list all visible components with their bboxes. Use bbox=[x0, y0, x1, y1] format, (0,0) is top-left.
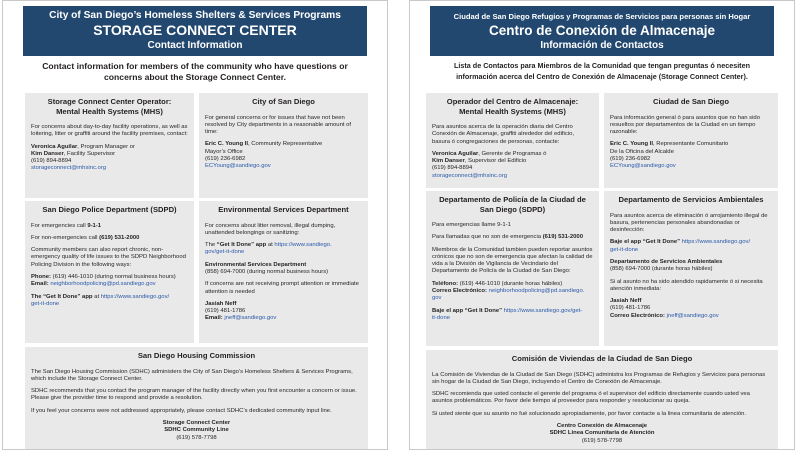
environmental-app: The “Get It Done” app at https://www.sandiego. bbox=[205, 242, 332, 249]
city-office: Mayor’s Office bbox=[205, 148, 243, 155]
environmental-contact-email: Email: jneff@sandiego.gov bbox=[205, 315, 277, 322]
police-app-link[interactable]: https://www.sandiego.gov/get- bbox=[502, 307, 583, 314]
operator-contact-2: Kim Danser, Supervisor del Edificio bbox=[432, 158, 527, 165]
police-phone: Phone: (619) 446-1010 (during normal business hours) bbox=[31, 273, 176, 280]
police-text: Community members can also report chronic, non-emergency quality of life issues to the SDPD Neighborhood Policing Division in the following ways: bbox=[31, 247, 186, 268]
operator-phone: (619) 894-8894 bbox=[432, 165, 473, 172]
police-nonemergency: Para llamadas que no son de emergencia (619) 531-2000 bbox=[432, 234, 583, 241]
environmental-dept-phone: (858) 694-7000 (durante horas hábiles) bbox=[610, 266, 713, 273]
environmental-contact-phone: (619) 481-1786 bbox=[205, 308, 246, 315]
housing-footer-2: SDHC Community Line bbox=[164, 427, 229, 434]
english-banner bbox=[23, 6, 367, 56]
operator-email-link[interactable]: storageconnect@mhsinc.org bbox=[31, 165, 107, 172]
english-flyer bbox=[2, 0, 388, 450]
police-title: Departamento de Policía de la Ciudad de San Diego (SDPD) bbox=[439, 195, 586, 214]
environmental-dept-label: Environmental Services Department bbox=[205, 261, 307, 268]
spanish-banner bbox=[430, 6, 774, 56]
police-email-link[interactable]: neighborhoodpolicing@pd.sandiego.gov bbox=[50, 281, 156, 288]
housing-p2: SDHC recommends that you contact the program manager of the facility directly when you first encounter a concern or issue. Please give the provider time to respond and provide a resolution. bbox=[31, 388, 357, 402]
police-box bbox=[25, 201, 194, 343]
operator-title: Storage Connect Center Operator: Mental Health Systems (MHS) bbox=[47, 97, 172, 116]
housing-footer-3: (619) 578-7798 bbox=[581, 437, 623, 444]
banner-line-1: Ciudad de San Diego Refugios y Programas de Servicios para personas sin Hogar bbox=[453, 12, 751, 21]
environmental-title: Environmental Services Department bbox=[218, 205, 349, 214]
police-app-link-2[interactable]: it-done bbox=[432, 314, 451, 321]
housing-p3: If you feel your concerns were not addressed appropriately, please contact SDHC’s dedicated community input line. bbox=[31, 407, 332, 414]
environmental-escalate: Si al asunto no ha sido atendido rapidamente ó si necesita atención inmediata: bbox=[610, 278, 763, 292]
banner-subtitle: Contact Information bbox=[147, 40, 243, 51]
police-app: Baje el app “Get It Done” https://www.sandiego.gov/get- bbox=[432, 307, 583, 314]
police-email: Email: neighborhoodpolicing@pd.sandiego.gov bbox=[31, 281, 156, 288]
police-email-link-2[interactable]: gov bbox=[432, 295, 442, 302]
intro-text: Lista de Contactos para Miembros de la Comunidad que tengan preguntas ó necesiten información acerca del Centro de Conexión de Almacenaje (Storage Connect Center). bbox=[454, 61, 750, 81]
city-phone: (619) 236-6982 bbox=[205, 155, 246, 162]
environmental-dept-phone: (858) 694-7000 (during normal business hours) bbox=[205, 268, 329, 275]
environmental-app-link[interactable]: https://www.sandiego.gov/ bbox=[680, 239, 751, 246]
operator-box bbox=[25, 93, 194, 198]
environmental-app-link-2[interactable]: get-it-done bbox=[610, 246, 639, 253]
police-text: Miembros de la Comunidad tambien pueden reportar asuntos crónicos que no son de emergencia que afectan la calidad de vida a la División de Vigilancia de Vecindario del Departamento de Policía de la Ciudad de San Diego: bbox=[432, 246, 593, 275]
page-gap bbox=[389, 0, 408, 450]
city-title: Ciudad de San Diego bbox=[653, 97, 729, 106]
police-title: San Diego Police Department (SDPD) bbox=[42, 205, 177, 214]
operator-contact-1: Veronica Aguilar, Program Manager or bbox=[31, 143, 135, 150]
city-title: City of San Diego bbox=[252, 97, 315, 106]
city-contact: Eric C. Young II, Community Representative bbox=[205, 141, 323, 148]
environmental-app-link-2[interactable]: gov/get-it-done bbox=[205, 249, 245, 256]
banner-title: STORAGE CONNECT CENTER bbox=[93, 22, 297, 38]
housing-title: Comisión de Viviendas de la Ciudad de San Diego bbox=[511, 354, 693, 363]
environmental-email-link[interactable]: jneff@sandiego.gov bbox=[665, 312, 719, 319]
housing-p2: SDHC recomienda que usted contacte el gerente del programa ó el supervisor del edificio directamente cuando usted vea asuntos problemáticos. Por favor dele tiempo al proveedor para responder y resolucionar su queja. bbox=[432, 391, 750, 405]
operator-phone: (619) 894-8894 bbox=[31, 158, 72, 165]
environmental-escalate: If concerns are not receiving prompt attention or immediate attention is needed bbox=[205, 281, 359, 295]
operator-text: For concerns about day-to-day facility operations, as well as loitering, litter or graffiti around the facility premises, contact: bbox=[31, 124, 188, 138]
environmental-box bbox=[604, 191, 778, 346]
city-contact: Eric C. Young II, Representante Comunitario bbox=[610, 141, 729, 148]
environmental-text: For concerns about litter removal, illegal dumping, unattended belongings or sanitizing: bbox=[205, 222, 336, 236]
operator-contact-1: Veronica Aguilar, Gerente de Programas ó bbox=[432, 150, 547, 157]
housing-footer-1: Storage Connect Center bbox=[162, 419, 231, 426]
housing-footer-1: Centro Conexión de Almacenaje bbox=[556, 422, 648, 429]
housing-box bbox=[25, 347, 368, 450]
housing-p1: The San Diego Housing Commission (SDHC) administers the City of San Diego’s Homeless Shelters & Services Programs, which include the Storage Connect Center. bbox=[31, 368, 353, 382]
operator-contact-2: Kim Danser, Facility Supervisor bbox=[31, 150, 116, 157]
police-phone: Teléfono: (619) 446-1010 (durante horas hábiles) bbox=[432, 280, 563, 287]
police-box bbox=[426, 191, 599, 346]
intro-text: Contact information for members of the community who have questions or concerns about the Storage Connect Center. bbox=[42, 61, 348, 82]
housing-title: San Diego Housing Commission bbox=[137, 351, 256, 360]
banner-title: Centro de Conexión de Almacenaje bbox=[488, 23, 716, 38]
housing-footer-3: (619) 578-7798 bbox=[176, 434, 217, 441]
city-text: Para información general ó para asuntos que no han sido resueltos por departamentos de la Ciudad en un tiempo razonable: bbox=[610, 114, 760, 136]
banner-line-1: City of San Diego’s Homeless Shelters & Services Programs bbox=[49, 10, 341, 21]
police-app-link[interactable]: https://www.sandiego.gov/ bbox=[100, 293, 170, 300]
environmental-contact-name: Jasiah Neff bbox=[205, 300, 237, 307]
housing-box bbox=[426, 350, 778, 450]
operator-email-link[interactable]: storageconnect@mhsinc.org bbox=[432, 172, 508, 179]
environmental-email-link[interactable]: jneff@sandiego.gov bbox=[224, 315, 277, 322]
spanish-flyer bbox=[409, 0, 795, 450]
city-phone: (619) 236-6982 bbox=[610, 155, 651, 162]
environmental-contact-name: Jasiah Neff bbox=[610, 298, 642, 305]
housing-footer-2: SDHC Linea Comunitaria de Atención bbox=[549, 430, 655, 437]
environmental-dept-label: Departamento de Servicios Ambientales bbox=[610, 258, 723, 265]
city-box bbox=[199, 93, 368, 198]
police-emergency: For emergencies call 9-1-1 bbox=[31, 222, 102, 229]
environmental-text: Para asuntos acerca de eliminación ó arrojamiento illegal de basura, pertenencias personales abandonadas or desinfección: bbox=[610, 212, 768, 234]
police-app: The “Get It Done” app at https://www.sandiego.gov/ bbox=[31, 293, 170, 300]
operator-text: Para asuntos acerca de la operación diaria del Centro Conexión de Almacenaje, graffiti alrededor del edificio, basura ó congregaciones de personas, contacte: bbox=[432, 124, 575, 145]
housing-p1: La Comisión de Viviendas de la Ciudad de San Diego (SDHC) administra los Programas de Refugios y Servicios para personas sin hogar de la Ciudad de San Diego, incluyendo el Centro de Conexión de Almacenaje. bbox=[432, 371, 766, 385]
police-email: Correo Electrónico: neighborhoodpolicing@pd.sandiego. bbox=[432, 288, 585, 295]
city-text: For general concerns or for issues that have not been resolved by City departments in a reasonable amount of time: bbox=[205, 114, 352, 136]
city-email-link[interactable]: ECYoung@sandiego.gov bbox=[205, 163, 271, 170]
city-box bbox=[604, 93, 778, 188]
housing-p3: Si usted siente que su asunto no fué solucionado apropiadamente, por favor contacte a la linea comunitaria de atención. bbox=[432, 410, 747, 417]
environmental-contact-phone: (619) 481-1786 bbox=[610, 305, 651, 312]
city-office: De la Oficina del Alcalde bbox=[610, 148, 674, 155]
operator-box bbox=[426, 93, 599, 188]
environmental-box bbox=[199, 201, 368, 343]
police-email-link[interactable]: neighborhoodpolicing@pd.sandiego. bbox=[487, 288, 585, 295]
police-app-link-2[interactable]: get-it-done bbox=[31, 300, 60, 307]
police-emergency: Para emergencias llame 9-1-1 bbox=[432, 222, 511, 228]
environmental-app: Baje el app “Get It Done” https://www.sandiego.gov/ bbox=[610, 239, 751, 246]
police-nonemergency: For non-emergencies call (619) 531-2000 bbox=[31, 234, 140, 241]
environmental-contact-email: Correo Electrónico: jneff@sandiego.gov bbox=[610, 312, 719, 319]
operator-title: Operador del Centro de Almacenaje: Mental Health Systems (MHS) bbox=[446, 97, 579, 116]
city-email-link[interactable]: ECYoung@sandiego.gov bbox=[610, 163, 676, 170]
environmental-app-link[interactable]: https://www.sandiego. bbox=[274, 242, 332, 249]
banner-subtitle: Información de Contactos bbox=[540, 40, 664, 51]
environmental-title: Departamento de Servicios Ambientales bbox=[618, 195, 764, 204]
